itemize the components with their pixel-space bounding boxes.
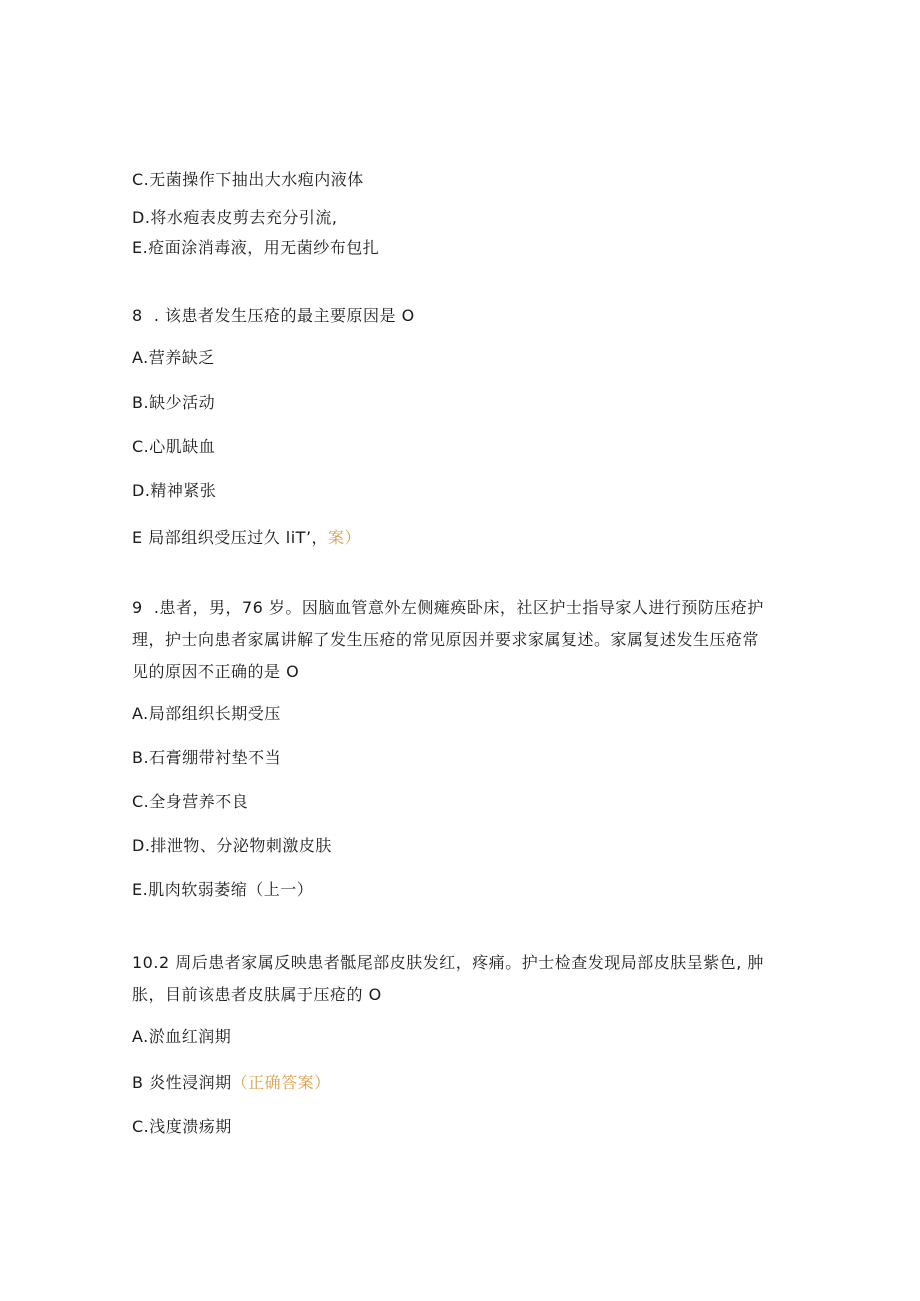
question-stem: 8 . 该患者发生压疮的最主要原因是 O bbox=[132, 306, 415, 325]
option-c-prev: C.无菌操作下抽出大水疱内液体 bbox=[132, 170, 364, 189]
option-b bbox=[132, 1073, 331, 1093]
option-b: B.缺少活动 bbox=[132, 393, 216, 412]
question-stem-line-1: 10.2 周后患者家属反映患者骶尾部皮肤发红，疼痛。护士检查发现局部皮肤呈紫色, 肿 bbox=[132, 953, 764, 972]
option-e-prev: E.疮面涂消毒液，用无菌纱布包扎 bbox=[132, 238, 380, 257]
question-stem-line-1: 9 .患者，男，76 岁。因脑血管意外左侧瘫痪卧床，社区护士指导家人进行预防压疮护 bbox=[132, 598, 764, 617]
correct-answer-mark: （正确答案） bbox=[231, 1073, 331, 1092]
option-d-prev: D.将水疱表皮剪去充分引流, bbox=[132, 208, 338, 227]
answer-mark: 案） bbox=[328, 528, 362, 547]
option-c: C.心肌缺血 bbox=[132, 437, 216, 456]
option-a: A.淤血红润期 bbox=[132, 1027, 232, 1046]
option-e-text: E 局部组织受压过久 liT’， bbox=[132, 528, 329, 547]
option-c: C.全身营养不良 bbox=[132, 792, 249, 811]
option-e: E.肌肉软弱萎缩（上一） bbox=[132, 880, 314, 899]
question-stem-line-3: 见的原因不正确的是 O bbox=[132, 662, 300, 681]
option-a: A.营养缺乏 bbox=[132, 348, 215, 367]
question-stem-line-2: 理，护士向患者家属讲解了发生压疮的常见原因并要求家属复述。家属复述发生压疮常 bbox=[132, 630, 760, 649]
option-a: A.局部组织长期受压 bbox=[132, 704, 281, 723]
option-b-text: B 炎性浸润期 bbox=[132, 1073, 232, 1092]
option-b: B.石膏绷带衬垫不当 bbox=[132, 748, 282, 767]
option-d: D.排泄物、分泌物刺激皮肤 bbox=[132, 836, 332, 855]
option-d: D.精神紧张 bbox=[132, 481, 217, 500]
option-c: C.浅度溃疡期 bbox=[132, 1117, 232, 1136]
question-stem-line-2: 胀，目前该患者皮肤属于压疮的 O bbox=[132, 985, 382, 1004]
option-e bbox=[132, 528, 361, 548]
